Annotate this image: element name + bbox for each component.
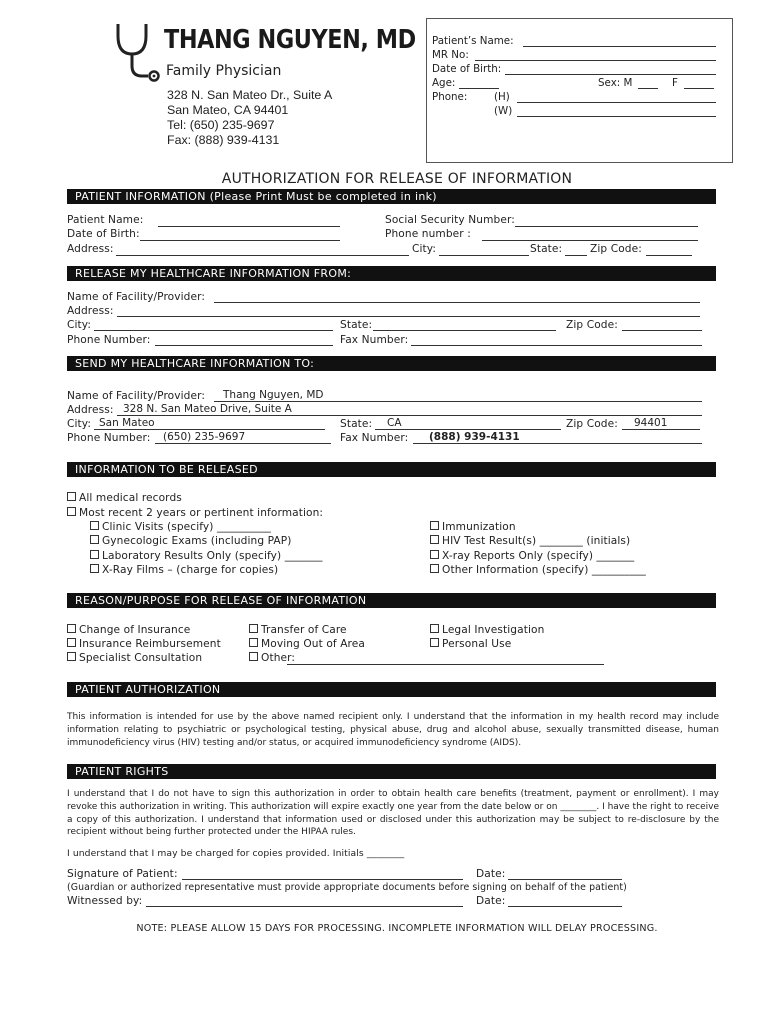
other-reason-label: Other: xyxy=(261,652,296,664)
to-fax-field[interactable] xyxy=(413,443,702,444)
section-release-from: RELEASE MY HEALTHCARE INFORMATION FROM: xyxy=(67,266,716,281)
to-city-value: San Mateo xyxy=(99,417,155,429)
checkbox-icon[interactable] xyxy=(430,638,439,647)
section-info-released: INFORMATION TO BE RELEASED xyxy=(67,462,716,477)
from-address-field[interactable] xyxy=(117,316,700,317)
from-phone-field[interactable] xyxy=(155,345,333,346)
personal-label: Personal Use xyxy=(442,638,512,650)
from-facility-field[interactable] xyxy=(214,302,700,303)
checkbox-icon[interactable] xyxy=(430,564,439,573)
box-name-field[interactable] xyxy=(523,46,716,47)
change-ins-label: Change of Insurance xyxy=(79,624,191,636)
checkbox-icon[interactable] xyxy=(430,535,439,544)
checkbox-gyn[interactable] xyxy=(90,535,292,548)
from-state-field[interactable] xyxy=(373,330,556,331)
checkbox-transfer[interactable] xyxy=(249,624,347,637)
from-city-label: City: xyxy=(67,319,92,331)
patient-phone-field[interactable] xyxy=(482,240,698,241)
section-patient-info: PATIENT INFORMATION (Please Print Must be completed in ink) xyxy=(67,189,716,204)
stethoscope-icon xyxy=(112,22,162,84)
to-state-field[interactable] xyxy=(375,429,561,430)
checkbox-icon[interactable] xyxy=(67,624,76,633)
to-facility-label: Name of Facility/Provider: xyxy=(67,390,206,402)
witness-date-field[interactable] xyxy=(508,906,622,907)
tel: Tel: (650) 235-9697 xyxy=(167,118,275,132)
legal-label: Legal Investigation xyxy=(442,624,545,636)
checkbox-icon[interactable] xyxy=(430,521,439,530)
checkbox-lab[interactable] xyxy=(90,550,322,563)
patient-phone-label: Phone number : xyxy=(385,228,471,240)
box-home-label: (H) xyxy=(494,91,510,103)
checkbox-xray-reports[interactable] xyxy=(430,550,634,563)
checkbox-xray-films[interactable] xyxy=(90,564,278,577)
box-mr-label: MR No: xyxy=(432,49,469,61)
to-fax-value: (888) 939-4131 xyxy=(429,431,520,443)
box-name-label: Patient’s Name: xyxy=(432,35,514,47)
signature-field[interactable] xyxy=(182,879,463,880)
xray-reports-label: X-ray Reports Only (specify) _______ xyxy=(442,550,635,562)
from-fax-field[interactable] xyxy=(411,345,702,346)
signature-date-field[interactable] xyxy=(508,879,622,880)
from-address-label: Address: xyxy=(67,305,114,317)
checkbox-hiv[interactable] xyxy=(430,535,630,548)
patient-city-field[interactable] xyxy=(439,255,529,256)
from-state-label: State: xyxy=(340,319,373,331)
other-reason-field[interactable] xyxy=(287,664,604,665)
ins-reimb-label: Insurance Reimbursement xyxy=(79,638,221,650)
box-f-label: F xyxy=(672,77,678,89)
checkbox-all-records[interactable] xyxy=(67,492,182,505)
checkbox-icon[interactable] xyxy=(67,507,76,516)
to-phone-value: (650) 235-9697 xyxy=(163,431,246,443)
box-dob-label: Date of Birth: xyxy=(432,63,502,75)
footer-note: NOTE: PLEASE ALLOW 15 DAYS FOR PROCESSING. INCOMPLETE INFORMATION WILL DELAY PROCESSING. xyxy=(136,923,658,934)
recent-label: Most recent 2 years or pertinent information: xyxy=(79,507,324,519)
patient-zip-field[interactable] xyxy=(646,255,692,256)
box-age-label: Age: xyxy=(432,77,456,89)
checkbox-icon[interactable] xyxy=(249,624,258,633)
checkbox-icon[interactable] xyxy=(67,638,76,647)
hiv-label: HIV Test Result(s) ________ (initials) xyxy=(442,535,631,547)
transfer-label: Transfer of Care xyxy=(261,624,347,636)
to-state-value: CA xyxy=(387,417,402,429)
to-facility-field[interactable] xyxy=(214,401,702,402)
lab-label: Laboratory Results Only (specify) _______ xyxy=(102,550,323,562)
xray-films-label: X-Ray Films – (charge for copies) xyxy=(102,564,279,576)
checkbox-legal[interactable] xyxy=(430,624,544,637)
checkbox-icon[interactable] xyxy=(67,492,76,501)
witness-date-label: Date: xyxy=(476,895,506,907)
from-phone-label: Phone Number: xyxy=(67,334,151,346)
gyn-label: Gynecologic Exams (including PAP) xyxy=(102,535,292,547)
to-phone-label: Phone Number: xyxy=(67,432,151,444)
from-facility-label: Name of Facility/Provider: xyxy=(67,291,206,303)
box-home-phone-field[interactable] xyxy=(517,102,716,103)
patient-name-label: Patient Name: xyxy=(67,214,144,226)
checkbox-icon[interactable] xyxy=(249,638,258,647)
patient-address-field[interactable] xyxy=(116,255,409,256)
to-address-value: 328 N. San Mateo Drive, Suite A xyxy=(123,403,292,415)
immunization-label: Immunization xyxy=(442,521,516,533)
checkbox-icon[interactable] xyxy=(90,564,99,573)
from-city-field[interactable] xyxy=(94,330,333,331)
from-zip-label: Zip Code: xyxy=(566,319,618,331)
to-phone-field[interactable] xyxy=(155,443,331,444)
box-work-phone-field[interactable] xyxy=(517,116,716,117)
patient-name-field[interactable] xyxy=(158,226,340,227)
patient-dob-field[interactable] xyxy=(140,240,340,241)
checkbox-specialist[interactable] xyxy=(67,652,202,665)
box-age-field[interactable] xyxy=(459,88,499,89)
checkbox-clinic[interactable] xyxy=(90,521,271,534)
box-phone-label: Phone: xyxy=(432,91,468,103)
checkbox-icon[interactable] xyxy=(249,652,258,661)
checkbox-icon[interactable] xyxy=(90,535,99,544)
signature-date-label: Date: xyxy=(476,868,506,880)
section-rights: PATIENT RIGHTS xyxy=(67,764,716,779)
checkbox-icon[interactable] xyxy=(430,624,439,633)
checkbox-icon[interactable] xyxy=(90,550,99,559)
checkbox-personal[interactable] xyxy=(430,638,511,651)
box-work-label: (W) xyxy=(494,105,513,117)
patient-dob-label: Date of Birth: xyxy=(67,228,140,240)
box-sex-label: Sex: M xyxy=(598,77,633,89)
checkbox-icon[interactable] xyxy=(430,550,439,559)
witness-label: Witnessed by: xyxy=(67,895,143,907)
address-line2: San Mateo, CA 94401 xyxy=(167,103,289,117)
checkbox-icon[interactable] xyxy=(90,521,99,530)
moving-label: Moving Out of Area xyxy=(261,638,365,650)
box-sex-f-field[interactable] xyxy=(684,88,714,89)
from-fax-label: Fax Number: xyxy=(340,334,409,346)
signature-label: Signature of Patient: xyxy=(67,868,178,880)
witness-field[interactable] xyxy=(146,906,463,907)
charge-text: I understand that I may be charged for copies provided. Initials ________ xyxy=(67,848,405,859)
patient-address-label: Address: xyxy=(67,243,114,255)
to-zip-field[interactable] xyxy=(622,429,700,430)
checkbox-ins-reimb[interactable] xyxy=(67,638,221,651)
other-info-label: Other Information (specify) __________ xyxy=(442,564,646,576)
guardian-note: (Guardian or authorized representative must provide appropriate documents before signing on behalf of the patient) xyxy=(67,882,627,893)
clinic-label: Clinic Visits (specify) __________ xyxy=(102,521,271,533)
checkbox-immunization[interactable] xyxy=(430,521,516,534)
authorization-text: This information is intended for use by the above named recipient only. I understand that the information in my health record may include information relating to psychiatric or psychological testing, physical abuse, drug and alcohol abuse, sexually transmitted disease, human immunodeficiency virus (HIV) testing and/or status, or acquired immunodeficiency syndrome (AIDS). xyxy=(67,712,719,748)
fax: Fax: (888) 939-4131 xyxy=(167,133,280,147)
patient-zip-label: Zip Code: xyxy=(590,243,642,255)
to-address-label: Address: xyxy=(67,404,114,416)
box-mr-field[interactable] xyxy=(475,60,716,61)
to-zip-label: Zip Code: xyxy=(566,418,618,430)
box-dob-field[interactable] xyxy=(505,74,716,75)
ssn-field[interactable] xyxy=(515,226,698,227)
all-records-label: All medical records xyxy=(79,492,182,504)
to-city-label: City: xyxy=(67,418,92,430)
patient-state-field[interactable] xyxy=(565,255,587,256)
patient-state-label: State: xyxy=(530,243,563,255)
section-reason: REASON/PURPOSE FOR RELEASE OF INFORMATION xyxy=(67,593,716,608)
to-city-field[interactable] xyxy=(94,429,325,430)
checkbox-moving[interactable] xyxy=(249,638,365,651)
to-facility-value: Thang Nguyen, MD xyxy=(223,389,324,401)
checkbox-icon[interactable] xyxy=(67,652,76,661)
box-sex-m-field[interactable] xyxy=(638,88,658,89)
ssn-label: Social Security Number: xyxy=(385,214,515,226)
checkbox-change-ins[interactable] xyxy=(67,624,190,637)
checkbox-recent[interactable] xyxy=(67,507,323,520)
from-zip-field[interactable] xyxy=(622,330,702,331)
section-send-to: SEND MY HEALTHCARE INFORMATION TO: xyxy=(67,356,716,371)
physician-subtitle: Family Physician xyxy=(166,63,282,79)
section-authorization: PATIENT AUTHORIZATION xyxy=(67,682,716,697)
address-line1: 328 N. San Mateo Dr., Suite A xyxy=(167,88,333,102)
to-address-field[interactable] xyxy=(117,415,702,416)
specialist-label: Specialist Consultation xyxy=(79,652,203,664)
patient-city-label: City: xyxy=(412,243,437,255)
physician-name: THANG NGUYEN, MD xyxy=(164,25,416,55)
rights-text: I understand that I do not have to sign this authorization in order to obtain health care benefits (treatment, payment or enrollment). I may revoke this authorization in writing. This authorization will expire exactly one year from the date below or on ________. I have the right to receive a copy of this authorization. I understand that information used or disclosed under this authorization may be subject to re-disclosure by the recipient without being further protected under the HIPAA rules. xyxy=(67,789,719,838)
to-zip-value: 94401 xyxy=(634,417,668,429)
to-fax-label: Fax Number: xyxy=(340,432,409,444)
form-title: AUTHORIZATION FOR RELEASE OF INFORMATION xyxy=(221,171,573,187)
checkbox-other-info[interactable] xyxy=(430,564,646,577)
to-state-label: State: xyxy=(340,418,373,430)
